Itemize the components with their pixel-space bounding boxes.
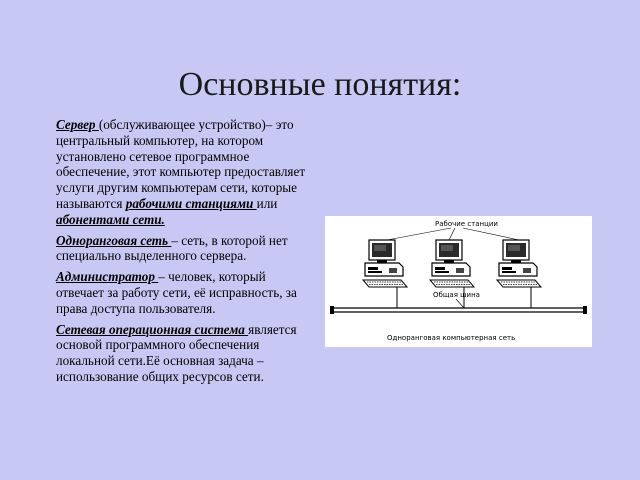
slide-title: Основные понятия: [178, 66, 462, 103]
term-peer-network: Одноранговая сеть [56, 232, 172, 248]
definition-server-text: (обслуживающее устройство)– это центральный компьютер, на котором установлено сетевое программное обеспечение, этот компьютер предоставляет услуги другим компьютерам сети, которые называются [56, 117, 306, 211]
definition-peer-network-text: – сеть, в которой нет специально выделенного сервера. [56, 232, 288, 264]
definition-network-os-text: является основой программного обеспечения локальной сети.Её основная задача – использование общих ресурсов сети. [56, 321, 297, 384]
peer-network-diagram [325, 216, 592, 347]
diagram-caption: Одноранговая компьютерная сеть [387, 334, 516, 342]
label-workstations: Рабочие станции [435, 220, 498, 228]
definition-administrator-text: – человек, который отвечает за работу сети, её исправность, за права доступа пользователя. [56, 269, 297, 316]
common-bus-line [330, 306, 587, 314]
term-workstations: рабочими станциями [125, 195, 257, 211]
term-network-os: Сетевая операционная система [56, 321, 249, 337]
definition-peer-network [56, 233, 311, 265]
workstation-2-icon [430, 240, 474, 287]
definition-server-connector: или [256, 195, 278, 211]
term-subscribers: абонентами сети. [56, 211, 165, 227]
definitions-text [56, 117, 311, 390]
term-server: Сервер [56, 117, 99, 132]
workstation-3-icon [497, 240, 541, 287]
definition-network-os [56, 322, 311, 385]
label-common-bus: Общая шина [433, 291, 480, 299]
workstation-1-icon [363, 240, 407, 287]
definition-server [56, 117, 311, 228]
term-administrator: Администратор [56, 269, 159, 285]
definition-administrator [56, 269, 311, 316]
